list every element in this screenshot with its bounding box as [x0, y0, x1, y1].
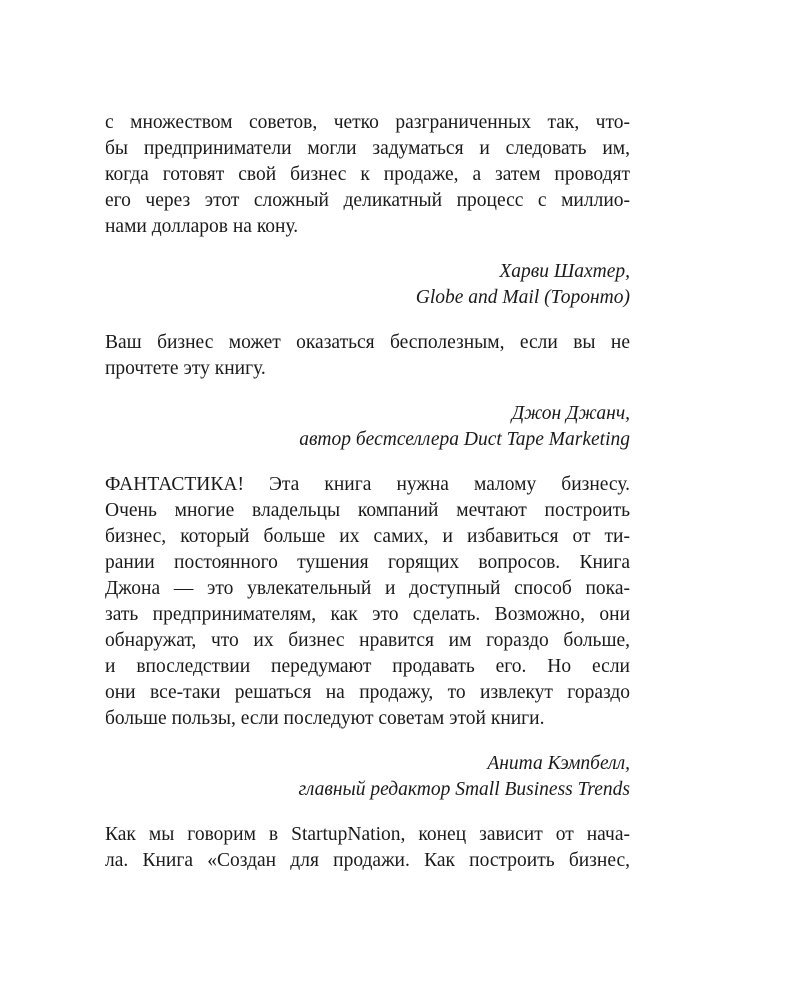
text-line: зать предпринимателям, как это сделать. Возможно, они: [105, 604, 630, 625]
text-line: когда готовят свой бизнес к продаже, а затем проводят: [105, 164, 630, 185]
attribution-author: Джон Джанч,: [511, 403, 630, 424]
quote-attribution: [105, 751, 630, 803]
attribution-author: Харви Шахтер,: [499, 261, 630, 282]
text-line: Джона — это увлекательный и доступный способ пока-: [105, 578, 630, 599]
text-line: они все-таки решаться на продажу, то извлекут гораздо: [105, 682, 630, 703]
quote-text: [105, 330, 630, 382]
text-line: Как мы говорим в StartupNation, конец зависит от нача-: [105, 824, 630, 845]
text-line: бизнес, который больше их самих, и избавиться от ти-: [105, 526, 630, 547]
text-line: Очень многие владельцы компаний мечтают построить: [105, 500, 630, 521]
quote-text: [105, 822, 630, 874]
attribution-source: автор бестселлера Duct Tape Marketing: [299, 429, 630, 450]
page-content: [105, 110, 630, 874]
text-line: его через этот сложный деликатный процесс с миллио-: [105, 190, 630, 211]
text-line: Ваш бизнес может оказаться бесполезным, если вы не: [105, 332, 630, 353]
text-line: больше пользы, если последуют советам этой книги.: [105, 708, 545, 729]
text-line: бы предприниматели могли задуматься и следовать им,: [105, 138, 630, 159]
attribution-source: главный редактор Small Business Trends: [298, 779, 630, 800]
text-line: нами долларов на кону.: [105, 216, 299, 237]
quote-attribution: [105, 259, 630, 311]
text-line: рании постоянного тушения горящих вопросов. Книга: [105, 552, 630, 573]
quote-text: [105, 472, 630, 732]
text-line: обнаружат, что их бизнес нравится им гораздо больше,: [105, 630, 630, 651]
attribution-author: Анита Кэмпбелл,: [487, 753, 630, 774]
text-line: с множеством советов, четко разграниченных так, что-: [105, 112, 630, 133]
text-line: прочтете эту книгу.: [105, 358, 266, 379]
quote-attribution: [105, 401, 630, 453]
text-line: ФАНТАСТИКА! Эта книга нужна малому бизнесу.: [105, 474, 630, 495]
attribution-source: Globe and Mail (Торонто): [415, 287, 630, 308]
text-line: ла. Книга «Создан для продажи. Как построить бизнес,: [105, 850, 630, 871]
quote-text: [105, 110, 630, 240]
text-line: и впоследствии передумают продавать его. Но если: [105, 656, 630, 677]
